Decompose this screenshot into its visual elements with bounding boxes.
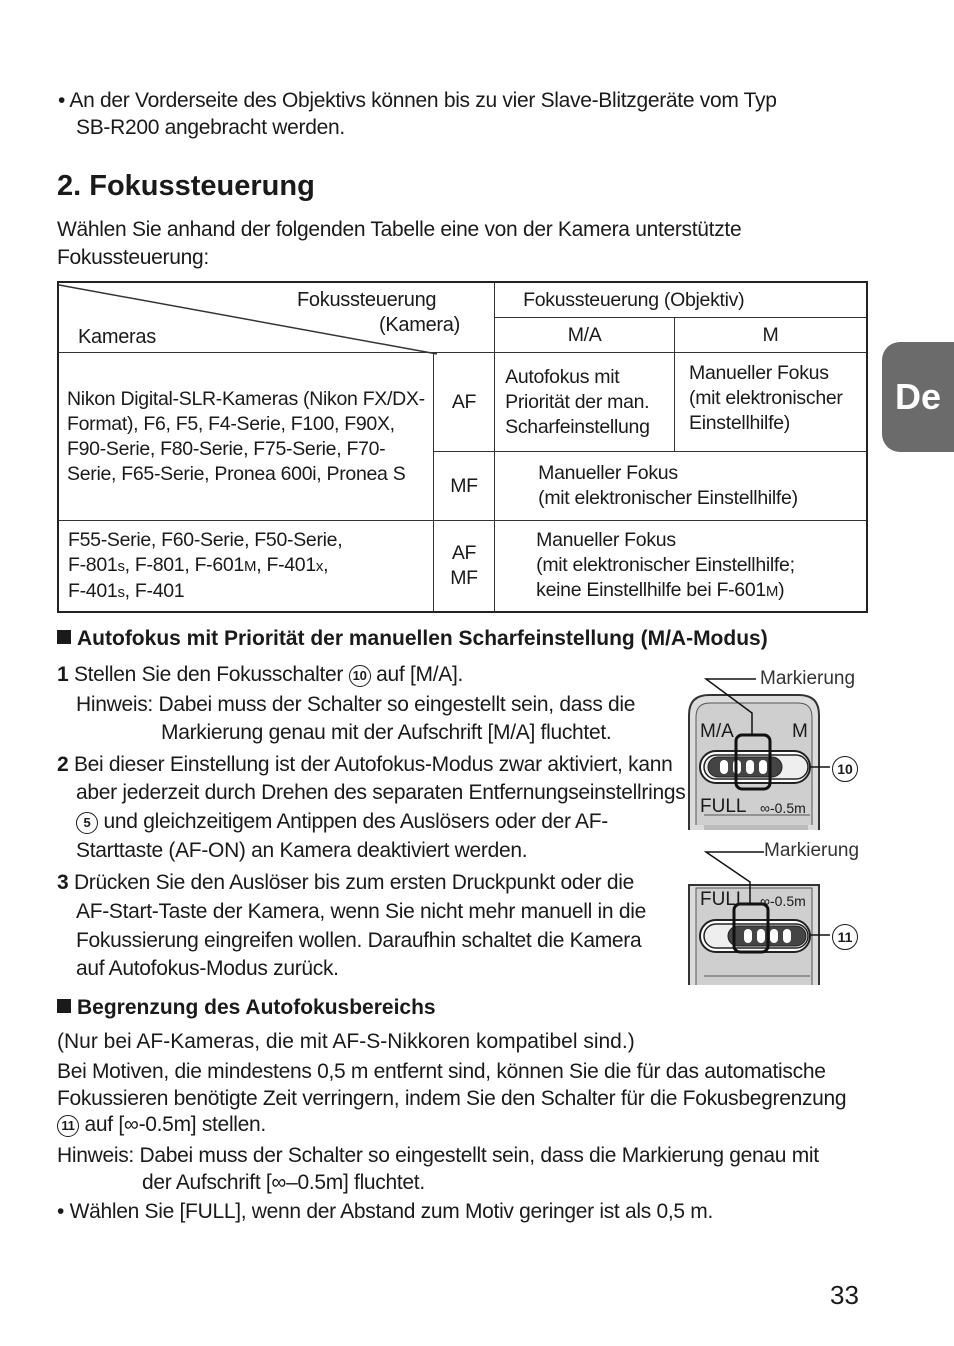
diagram2-range-label: ∞-0.5m (760, 893, 806, 909)
row2-l3 (536, 578, 858, 604)
intro-bullet-line2: SB-R200 angebracht werden. (76, 116, 345, 139)
step3-line3: Fokussierung eingreifen wollen. Daraufhin schaltet die Kamera (76, 929, 642, 952)
diagram1-range-label: ∞-0.5m (760, 800, 806, 816)
diagram1-ma-label: M/A (700, 721, 734, 742)
language-tab: De (882, 342, 954, 452)
row2-cam-l3a: F-401 (68, 579, 118, 602)
row2-mode (433, 521, 494, 613)
step3-line2: AF-Start-Taste der Kamera, wenn Sie nicht mehr manuell in die (76, 900, 646, 923)
step3-line1 (57, 868, 634, 897)
row2-l3c: ) (778, 579, 785, 601)
focus-limit-diagram (686, 838, 886, 986)
row2-cam-l2a: F-801 (68, 553, 118, 576)
step2-text-l3: und gleichzeitigem Antippen des Auslösers oder der AF- (103, 810, 608, 833)
limit-bullet: • Wählen Sie [FULL], wenn der Abstand zum Motiv geringer ist als 0,5 m. (57, 1200, 714, 1223)
ma-heading-text: Autofokus mit Priorität der manuellen Scharfeinstellung (M/A-Modus) (77, 627, 768, 650)
row2-cameras (58, 521, 433, 613)
row2-cam-l1: F55-Serie, F60-Serie, F50-Serie, (68, 528, 343, 551)
row1a-ma-l3: Scharfeinstellung (505, 415, 650, 438)
limit-subheading: (Nur bei AF-Kameras, die mit AF-S-Nikkoren kompatibel sind.) (57, 1030, 635, 1053)
circled-11-callout-icon: 11 (832, 924, 858, 950)
circled-5-icon: 5 (76, 812, 98, 834)
limit-note-l2: der Aufschrift [∞–0.5m] fluchtet. (142, 1171, 425, 1194)
row2-cam-l3 (68, 579, 425, 605)
circled-10-icon: 10 (349, 665, 371, 687)
step3-num: 3 (57, 871, 69, 894)
circled-10-callout-icon: 10 (832, 756, 858, 782)
limit-paragraph-l1: Bei Motiven, die mindestens 0,5 m entfernt sind, können Sie die für das automatische (57, 1060, 826, 1083)
section-title: 2. Fokussteuerung (57, 170, 315, 202)
limit-note-l1: Hinweis: Dabei muss der Schalter so eingestellt sein, dass die Markierung genau mit (57, 1144, 819, 1167)
step1-text-a: Stellen Sie den Fokusschalter (73, 663, 344, 686)
row2-l3b: M (765, 583, 779, 600)
step3-line4: auf Autofokus-Modus zurück. (76, 957, 339, 980)
diag-top-label2: (Kamera) (379, 314, 460, 336)
row2-mode2: MF (450, 567, 478, 589)
row2-cam-l2c: , F-801, F-601 (124, 553, 245, 576)
step2-line4: Starttaste (AF-ON) an Kamera deaktiviert werden. (76, 839, 528, 862)
row2-cam-l2b: s (117, 557, 125, 575)
row1b-l1: Manueller Fokus (538, 462, 678, 484)
step3-text-l1: Drücken Sie den Auslöser bis zum ersten Druckpunkt oder die (73, 871, 635, 894)
step1-line (57, 660, 463, 689)
table-diagonal-header (58, 282, 495, 353)
limit-paragraph-l2: Fokussieren benötigte Zeit verringern, indem Sie den Schalter für die Fokusbegrenzung (57, 1087, 847, 1110)
diag-bottom-label: Kameras (78, 326, 156, 348)
step1-note-l2: Markierung genau mit der Aufschrift [M/A] fluchtet. (161, 721, 612, 744)
diagram1-m-label: M (792, 721, 808, 742)
row1b-l2: (mit elektronischer Einstellhilfe) (538, 487, 798, 509)
row2-cam-l2d: M (244, 557, 257, 575)
step2-line2: aber jederzeit durch Drehen des separaten Entfernungseinstellrings (76, 781, 686, 804)
row1a-ma-cell (495, 353, 675, 452)
row1a-m-l2: (mit elektronischer (689, 387, 843, 409)
limit-paragraph-l3-text: auf [∞-0.5m] stellen. (84, 1113, 266, 1136)
focus-switch-diagram (686, 665, 886, 830)
limit-paragraph-l3 (57, 1110, 266, 1139)
row1b-cell (495, 452, 867, 521)
row2-cam-l3c: , F-401 (124, 579, 185, 602)
ma-heading (57, 627, 768, 651)
row1a-ma-l2: Priorität der man. (505, 390, 650, 413)
row1b-mode: MF (433, 452, 494, 521)
circled-11-icon: 11 (57, 1115, 79, 1137)
row2-mode1: AF (451, 542, 477, 564)
row2-cam-l2 (68, 553, 425, 579)
section-intro-line1: Wählen Sie anhand der folgenden Tabelle eine von der Kamera unterstützte (57, 218, 742, 241)
intro-bullet-line1: • An der Vorderseite des Objektivs können bis zu vier Slave-Blitzgeräte vom Typ (58, 89, 777, 112)
row1-cameras: Nikon Digital-SLR-Kameras (Nikon FX/DX-Format), F6, F5, F4-Serie, F100, F90X, F90-Serie, F80-Serie, F75-Serie, F70-Serie, F65-Serie, Pronea 600i, Pronea S (58, 353, 433, 521)
row1a-m-l3: Einstellhilfe) (689, 412, 790, 434)
row1a-ma-l1: Autofokus mit (505, 365, 620, 388)
row2-cam-l2e: , F-401 (256, 553, 316, 576)
row2-cell (495, 521, 867, 613)
row2-cam-l2f: x (315, 557, 324, 575)
step2-text-l1: Bei dieser Einstellung ist der Autofokus-Modus zwar aktiviert, kann (73, 753, 673, 776)
col-ma-header: M/A (495, 318, 675, 353)
diagram1-full-label: FULL (700, 796, 747, 817)
row1a-mode: AF (433, 353, 494, 452)
limit-heading (57, 996, 436, 1020)
diagram1-marker-label: Markierung (760, 668, 856, 689)
step2-num: 2 (57, 753, 69, 776)
page-number: 33 (830, 1280, 859, 1310)
col-group-header: Fokussteuerung (Objektiv) (495, 282, 867, 318)
step2-line3 (76, 807, 608, 836)
square-bullet-icon (57, 630, 71, 644)
section-intro-line2: Fokussteuerung: (57, 246, 209, 269)
row1a-m-cell (675, 353, 867, 452)
diagram2-marker-label: Markierung (764, 840, 860, 861)
focus-control-table (57, 281, 868, 613)
square-bullet-icon (57, 999, 71, 1013)
limit-heading-text: Begrenzung des Autofokusbereichs (77, 996, 436, 1019)
row1a-m-l1: Manueller Fokus (689, 362, 829, 384)
col-m-header: M (675, 318, 867, 353)
step1-text-b: auf [M/A]. (376, 663, 464, 686)
row2-cam-l2g: , (323, 553, 329, 576)
row2-l3a: keine Einstellhilfe bei F-601 (536, 579, 766, 601)
step1-num: 1 (57, 663, 69, 686)
step1-note-l1: Hinweis: Dabei muss der Schalter so eingestellt sein, dass die (76, 693, 636, 716)
diagram2-full-label: FULL (700, 889, 747, 910)
row2-l1: Manueller Fokus (536, 529, 676, 551)
step2-line1 (57, 750, 672, 779)
diag-top-label: Fokussteuerung (297, 289, 437, 311)
row2-l2: (mit elektronischer Einstellhilfe; (536, 554, 795, 576)
row2-cam-l3b: s (117, 583, 125, 601)
